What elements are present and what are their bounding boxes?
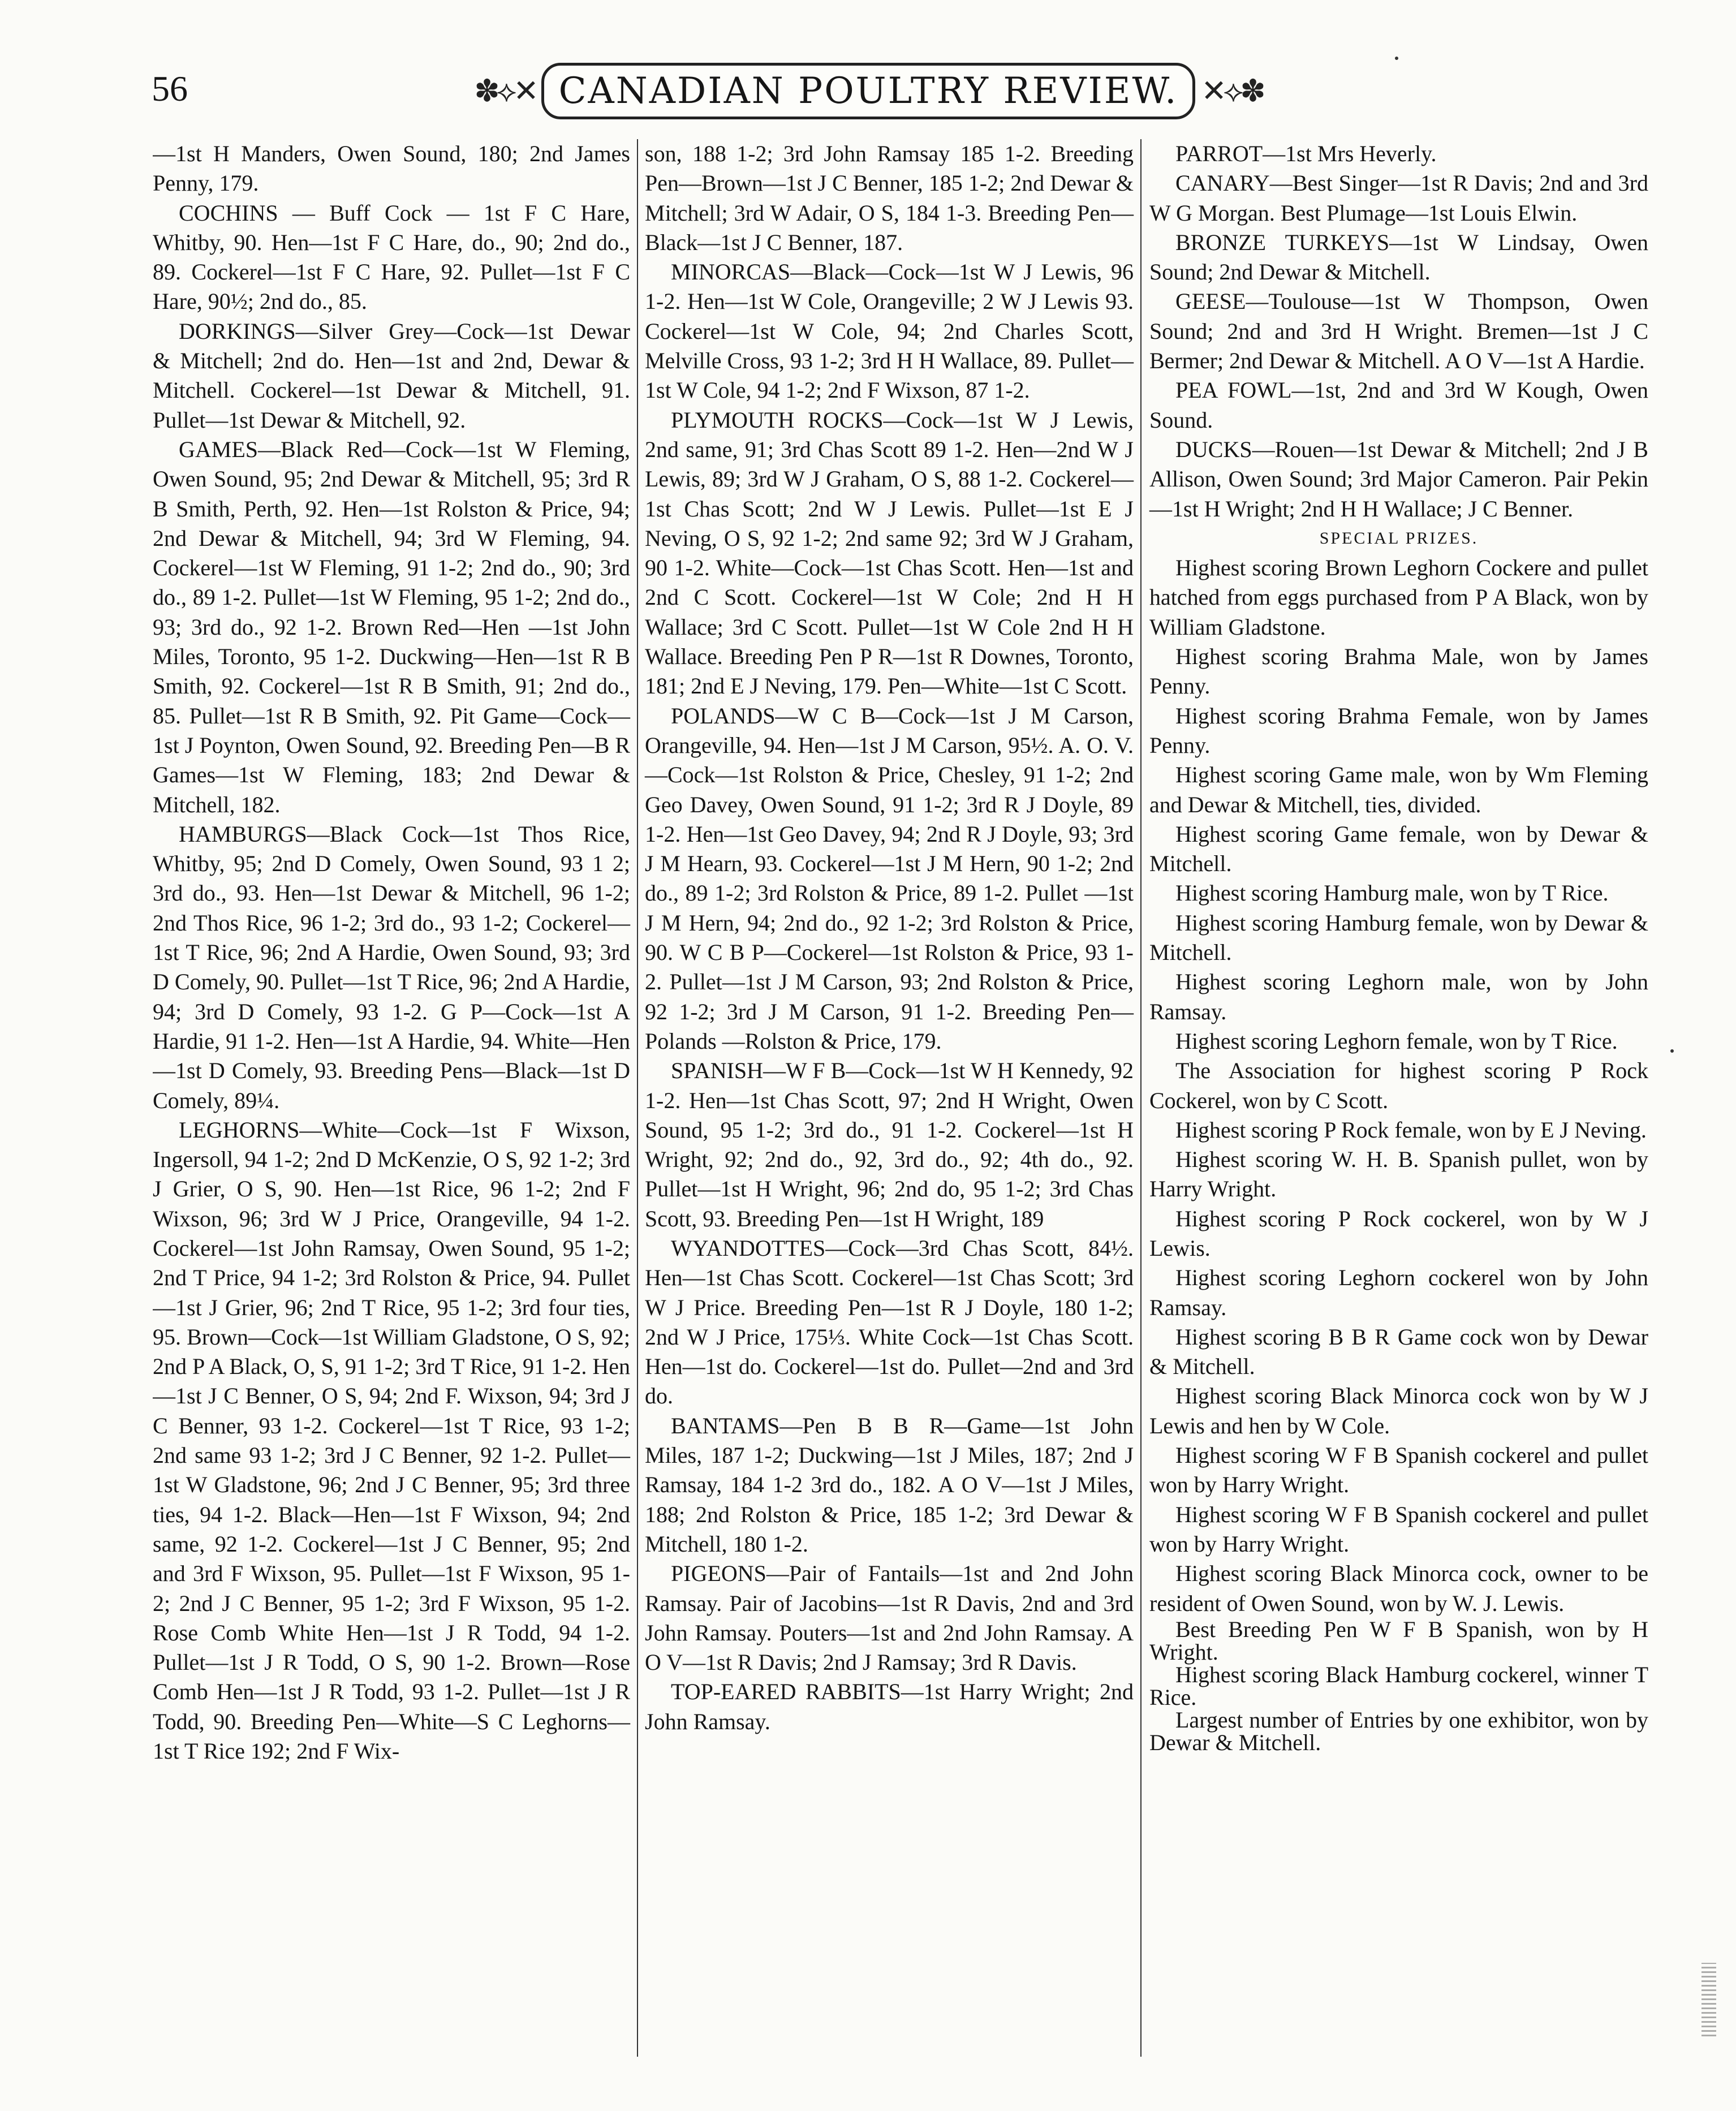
section-heading-special-prizes: SPECIAL PRIZES. xyxy=(1319,528,1479,548)
paragraph: WYANDOTTES—Cock—3rd Chas Scott, 84½. Hen—1st Chas Scott. Cockerel—1st Chas Scott; 3rd W J Price. Breeding Pen—1st R J Doyle, 180 1-2; 2nd W J Price, 175⅓. White Cock—1st Chas Scott. Hen—1st do. Cockerel—1st do. Pullet—2nd and 3rd do. xyxy=(645,1235,1134,1409)
paragraph: PLYMOUTH ROCKS—Cock—1st W J Lewis, 2nd same, 91; 3rd Chas Scott 89 1-2. Hen—2nd W J Lewis, 89; 3rd W J Graham, O S, 88 1-2. Cockerel—1st Chas Scott; 2nd W J Lewis. Pullet—1st E J Neving, O S, 92 1-2; 2nd same 92; 3rd W J Graham, 90 1-2. White—Cock—1st Chas Scott. Hen—1st and 2nd C Scott. Cockerel—1st W Cole; 2nd H H Wallace; 3rd C Scott. Pullet—1st W Cole 2nd H H Wallace. Breeding Pen P R—1st R Downes, Toronto, 181; 2nd E J Neving, 179. Pen—White—1st C Scott. xyxy=(645,407,1134,699)
paragraph: Highest scoring Leghorn cockerel won by John Ramsay. xyxy=(1149,1265,1648,1320)
paragraph: LEGHORNS—White—Cock—1st F Wixson, Ingersoll, 94 1-2; 2nd D McKenzie, O S, 92 1-2; 3rd J Grier, O S, 90. Hen—1st Rice, 96 1-2; 2nd F Wixson, 96; 3rd W J Price, Orangeville, 94 1-2. Cockerel—1st John Ramsay, Owen Sound, 95 1-2; 2nd T Price, 94 1-2; 3rd Rolston & Price, 94. Pullet—1st J Grier, 96; 2nd T Rice, 95 1-2; 3rd four ties, 95. Brown—Cock—1st William Gladstone, O S, 92; 2nd P A Black, O, S, 91 1-2; 3rd T Rice, 91 1-2. Hen—1st J C Benner, O S, 94; 2nd F. Wixson, 94; 3rd J C Benner, 93 1-2. Cockerel—1st T Rice, 93 1-2; 2nd same 93 1-2; 3rd J C Benner, 92 1-2. Pullet—1st W Gladstone, 96; 2nd J C Benner, 95; 3rd three ties, 94 1-2. Black—Hen—1st F Wixson, 94; 2nd same, 92 1-2. Cockerel—1st J C Benner, 95; 2nd and 3rd F Wixson, 95. Pullet—1st F Wixson, 95 1-2; 2nd J C Benner, 95 1-2; 3rd F Wixson, 95 1-2. Rose Comb White Hen—1st J R Todd, 94 1-2. Pullet—1st J R Todd, O S, 90 1-2. Brown—Rose Comb Hen—1st J R Todd, 93 1-2. Pullet—1st J R Todd, 90. Breeding Pen—White—S C Leghorns—1st T Rice 192; 2nd F Wix- xyxy=(153,1117,630,1764)
paragraph: BANTAMS—Pen B B R—Game—1st John Miles, 187 1-2; Duckwing—1st J Miles, 187; 2nd J Ramsay, 184 1-2 3rd do., 182. A O V—1st J Miles, 188; 2nd Rolston & Price, 185 1-2; 3rd Dewar & Mitchell, 180 1-2. xyxy=(645,1412,1134,1557)
paragraph: GEESE—Toulouse—1st W Thompson, Owen Sound; 2nd and 3rd H Wright. Bremen—1st J C Bermer; 2nd Dewar & Mitchell. A O V—1st A Hardie. xyxy=(1149,288,1648,374)
left-ornament-icon: ✽⟡✕ xyxy=(474,74,536,108)
paragraph: COCHINS — Buff Cock — 1st F C Hare, Whitby, 90. Hen—1st F C Hare, do., 90; 2nd do., 89. Cockerel—1st F C Hare, 92. Pullet—1st F C Hare, 90½; 2nd do., 85. xyxy=(153,200,630,315)
print-speck xyxy=(1670,1049,1674,1053)
paragraph: Highest scoring W F B Spanish cockerel and pullet won by Harry Wright. xyxy=(1149,1442,1648,1498)
paragraph: Highest scoring Game female, won by Dewar & Mitchell. xyxy=(1149,821,1648,877)
paragraph: DORKINGS—Silver Grey—Cock—1st Dewar & Mitchell; 2nd do. Hen—1st and 2nd, Dewar & Mitchell. Cockerel—1st Dewar & Mitchell, 91. Pullet—1st Dewar & Mitchell, 92. xyxy=(153,318,630,433)
paragraph: SPANISH—W F B—Cock—1st W H Kennedy, 92 1-2. Hen—1st Chas Scott, 97; 2nd H Wright, Owen Sound, 95 1-2; 3rd do., 91 1-2. Cockerel—1st H Wright, 92; 2nd do., 92, 3rd do., 92; 4th do., 92. Pullet—1st H Wright, 96; 2nd do, 95 1-2; 3rd Chas Scott, 93. Breeding Pen—1st H Wright, 189 xyxy=(645,1058,1134,1231)
page-number: 56 xyxy=(152,68,188,109)
paragraph: Highest scoring P Rock female, won by E J Neving. xyxy=(1175,1117,1647,1143)
journal-title: CANADIAN POULTRY REVIEW. xyxy=(541,63,1196,119)
paragraph: Highest scoring Black Hamburg cockerel, winner T Rice. xyxy=(1149,1661,1648,1710)
paragraph: —1st H Manders, Owen Sound, 180; 2nd James Penny, 179. xyxy=(153,141,630,196)
paragraph: Highest scoring W. H. B. Spanish pullet, won by Harry Wright. xyxy=(1149,1147,1648,1202)
right-ornament-icon: ✕⟡✽ xyxy=(1201,74,1263,108)
paragraph: Highest scoring Hamburg male, won by T Rice. xyxy=(1175,880,1609,906)
paragraph: Highest scoring Leghorn male, won by John Ramsay. xyxy=(1149,969,1648,1024)
scan-edge-marks xyxy=(1701,1963,1716,2036)
column-3 xyxy=(1141,139,1648,2057)
paragraph: POLANDS—W C B—Cock—1st J M Carson, Orangeville, 94. Hen—1st J M Carson, 95½. A. O. V.—Cock—1st Rolston & Price, Chesley, 91 1-2; 2nd Geo Davey, Owen Sound, 91 1-2; 3rd R J Doyle, 89 1-2. Hen—1st Geo Davey, 94; 2nd R J Doyle, 93; 3rd J M Hearn, 93. Cockerel—1st J M Hern, 90 1-2; 2nd do., 89 1-2; 3rd Rolston & Price, 89 1-2. Pullet —1st J M Hern, 94; 2nd do., 92 1-2; 3rd Rolston & Price, 90. W C B P—Cockerel—1st Rolston & Price, 93 1-2. Pullet—1st J M Carson, 93; 2nd Rolston & Price, 92 1-2; 3rd J M Carson, 91 1-2. Breeding Pen—Polands —Rolston & Price, 179. xyxy=(645,703,1134,1054)
paragraph: Highest scoring Brahma Male, won by James Penny. xyxy=(1149,644,1648,699)
paragraph: PIGEONS—Pair of Fantails—1st and 2nd John Ramsay. Pair of Jacobins—1st R Davis, 2nd and 3rd John Ramsay. Pouters—1st and 2nd John Ramsay. A O V—1st R Davis; 2nd J Ramsay; 3rd R Davis. xyxy=(645,1561,1134,1675)
paragraph: The Association for highest scoring P Rock Cockerel, won by C Scott. xyxy=(1149,1058,1648,1113)
masthead xyxy=(474,54,1263,128)
paragraph: DUCKS—Rouen—1st Dewar & Mitchell; 2nd J B Allison, Owen Sound; 3rd Major Cameron. Pair Pekin—1st H Wright; 2nd H H Wallace; J C Benner. xyxy=(1149,436,1648,522)
paragraph: PEA FOWL—1st, 2nd and 3rd W Kough, Owen Sound. xyxy=(1149,377,1648,433)
paragraph: Highest scoring Black Minorca cock, owner to be resident of Owen Sound, won by W. J. Lewis. xyxy=(1149,1561,1648,1616)
print-speck xyxy=(1395,57,1398,60)
paragraph: Highest scoring Leghorn female, won by T Rice. xyxy=(1175,1028,1618,1054)
paragraph: Highest scoring W F B Spanish cockerel and pullet won by Harry Wright. xyxy=(1149,1501,1648,1557)
paragraph: Highest scoring Game male, won by Wm Fleming and Dewar & Mitchell, ties, divided. xyxy=(1149,762,1648,817)
paragraph: Highest scoring P Rock cockerel, won by W J Lewis. xyxy=(1149,1205,1648,1261)
paragraph: Best Breeding Pen W F B Spanish, won by H Wright. xyxy=(1149,1616,1648,1665)
paragraph: HAMBURGS—Black Cock—1st Thos Rice, Whitby, 95; 2nd D Comely, Owen Sound, 93 1 2; 3rd do., 93. Hen—1st Dewar & Mitchell, 96 1-2; 2nd Thos Rice, 96 1-2; 3rd do., 93 1-2; Cockerel—1st T Rice, 96; 2nd A Hardie, Owen Sound, 93; 3rd D Comely, 90. Pullet—1st T Rice, 96; 2nd A Hardie, 94; 3rd D Comely, 93 1-2. G P—Cock—1st A Hardie, 91 1-2. Hen—1st A Hardie, 94. White—Hen—1st D Comely, 93. Breeding Pens—Black—1st D Comely, 89¼. xyxy=(153,821,630,1113)
paragraph: BRONZE TURKEYS—1st W Lindsay, Owen Sound; 2nd Dewar & Mitchell. xyxy=(1149,229,1648,285)
paragraph: Highest scoring Brahma Female, won by James Penny. xyxy=(1149,703,1648,758)
paragraph: GAMES—Black Red—Cock—1st W Fleming, Owen Sound, 95; 2nd Dewar & Mitchell, 95; 3rd R B Smith, Perth, 92. Hen—1st Rolston & Price, 94; 2nd Dewar & Mitchell, 94; 3rd W Fleming, 94. Cockerel—1st W Fleming, 91 1-2; 2nd do., 90; 3rd do., 89 1-2. Pullet—1st W Fleming, 95 1-2; 2nd do., 93; 3rd do., 92 1-2. Brown Red—Hen —1st John Miles, Toronto, 95 1-2. Duckwing—Hen—1st R B Smith, 92. Cockerel—1st R B Smith, 91; 2nd do., 85. Pullet—1st R B Smith, 92. Pit Game—Cock—1st J Poynton, Owen Sound, 92. Breeding Pen—B R Games—1st W Fleming, 183; 2nd Dewar & Mitchell, 182. xyxy=(153,436,630,817)
paragraph: PARROT—1st Mrs Heverly. xyxy=(1175,141,1437,166)
paragraph: Highest scoring Brown Leghorn Cockere and pullet hatched from eggs purchased from P A Black, won by William Gladstone. xyxy=(1149,555,1648,640)
paragraph: Highest scoring B B R Game cock won by Dewar & Mitchell. xyxy=(1149,1324,1648,1380)
text-columns xyxy=(153,139,1648,2057)
paragraph: Largest number of Entries by one exhibitor, won by Dewar & Mitchell. xyxy=(1149,1707,1648,1755)
column-2 xyxy=(638,139,1141,2057)
paragraph: CANARY—Best Singer—1st R Davis; 2nd and 3rd W G Morgan. Best Plumage—1st Louis Elwin. xyxy=(1149,170,1648,226)
paragraph: MINORCAS—Black—Cock—1st W J Lewis, 96 1-2. Hen—1st W Cole, Orangeville; 2 W J Lewis 93. Cockerel—1st W Cole, 94; 2nd Charles Scott, Melville Cross, 93 1-2; 3rd H H Wallace, 89. Pullet—1st W Cole, 94 1-2; 2nd F Wixson, 87 1-2. xyxy=(645,259,1134,403)
paragraph: TOP-EARED RABBITS—1st Harry Wright; 2nd John Ramsay. xyxy=(645,1679,1134,1734)
paragraph: son, 188 1-2; 3rd John Ramsay 185 1-2. Breeding Pen—Brown—1st J C Benner, 185 1-2; 2nd Dewar & Mitchell; 3rd W Adair, O S, 184 1-3. Breeding Pen—Black—1st J C Benner, 187. xyxy=(645,141,1134,255)
column-1 xyxy=(153,139,638,2057)
paragraph: Highest scoring Black Minorca cock won by W J Lewis and hen by W Cole. xyxy=(1149,1383,1648,1438)
paragraph: Highest scoring Hamburg female, won by Dewar & Mitchell. xyxy=(1149,910,1648,966)
